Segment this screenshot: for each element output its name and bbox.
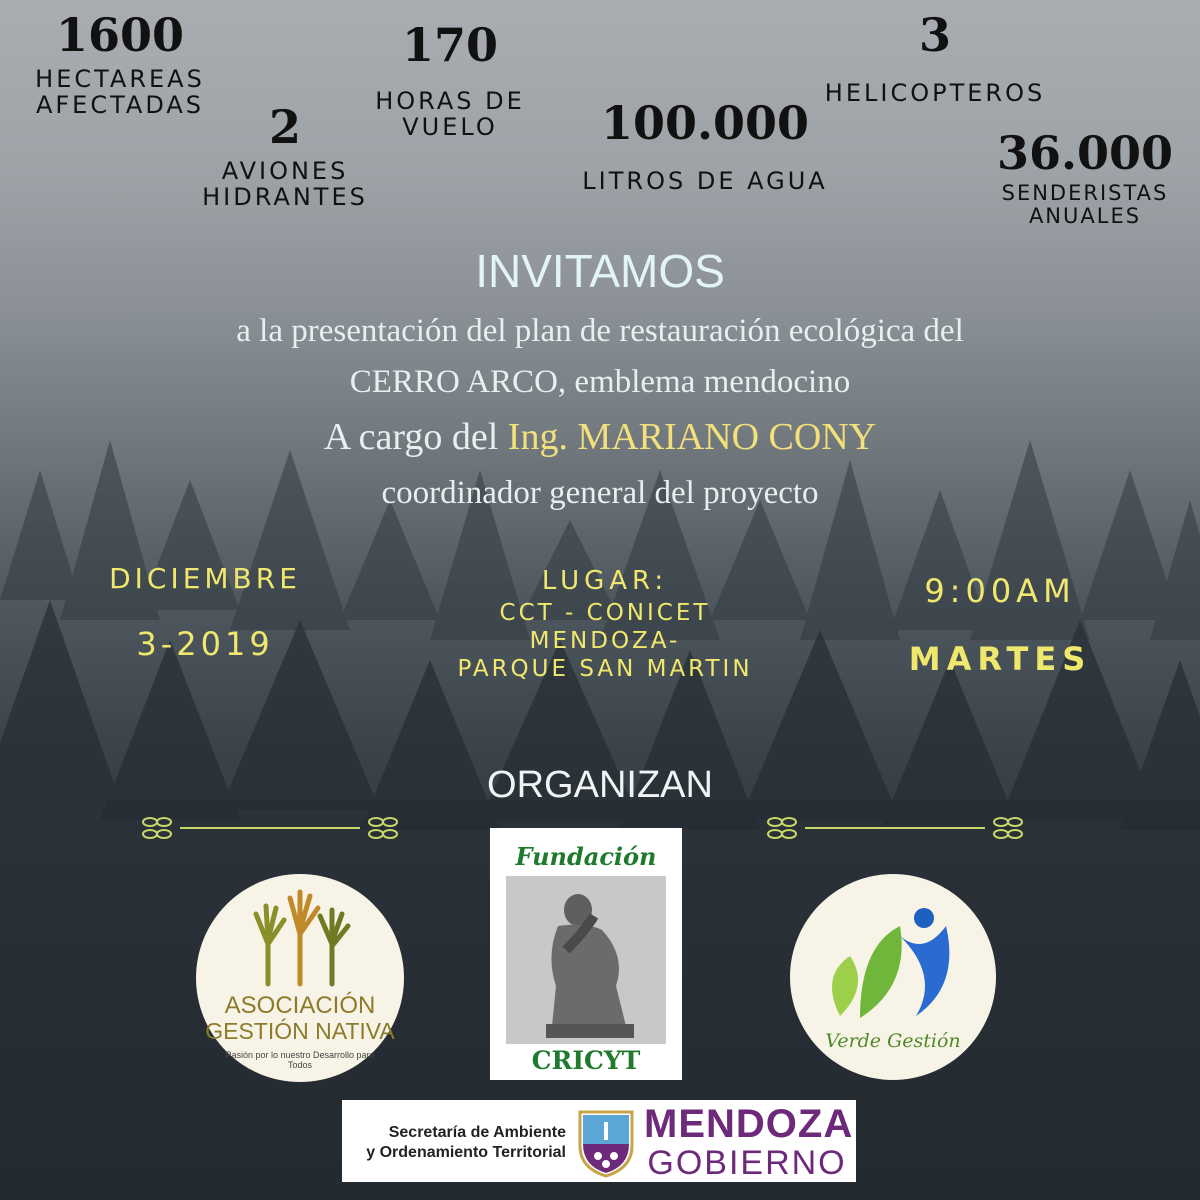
mendoza-shield-icon: [574, 1106, 638, 1178]
invite-line-4: coordinador general del proyecto: [381, 475, 819, 511]
speaker-name: Ing. MARIANO CONY: [507, 416, 877, 458]
invite-title: INVITAMOS: [475, 245, 725, 297]
logo-asociacion-gestion-nativa: [196, 874, 404, 1082]
stat-label: AVIONES: [221, 157, 349, 185]
event-weekday: MARTES: [908, 640, 1092, 678]
stat-label: HORAS DE: [375, 87, 525, 115]
org1-line-1: ASOCIACIÓN: [224, 992, 376, 1019]
secretaria-line-2: y Ordenamiento Territorial: [366, 1144, 566, 1161]
stat-label: HELICOPTEROS: [824, 79, 1046, 107]
logo-verde-gestion: [790, 874, 996, 1080]
government-banner: [342, 1100, 856, 1182]
org2-top: Fundación: [515, 842, 657, 871]
speaker-prefix: A cargo del: [323, 416, 508, 458]
stat-number: 3: [918, 8, 951, 62]
hands-icon: [248, 886, 352, 988]
invite-speaker-line: [0, 415, 1200, 459]
stat-label: SENDERISTAS: [1001, 181, 1169, 205]
stat-horas: [360, 18, 540, 142]
thinker-statue-icon: [506, 876, 666, 1044]
leaf-person-icon: [820, 896, 970, 1026]
event-time: [880, 572, 1120, 678]
mendoza-name-1: MENDOZA: [644, 1102, 854, 1146]
stat-number: 170: [401, 18, 499, 72]
org2-bottom: CRICYT: [531, 1046, 641, 1075]
stat-label: HECTAREAS: [35, 65, 205, 93]
org1-line-2: GESTIÓN NATIVA: [205, 1018, 395, 1044]
stat-label: AFECTADAS: [35, 91, 205, 120]
event-hour: 9:00AM: [924, 572, 1076, 610]
logo-fundacion-cricyt: [490, 828, 682, 1080]
invite-line-2: CERRO ARCO, emblema mendocino: [349, 364, 851, 400]
invite-line-1: a la presentación del plan de restauración ecológica del: [236, 313, 964, 349]
stat-number: 36.000: [996, 126, 1174, 180]
organizers-heading: ORGANIZAN: [487, 764, 713, 806]
stat-label: ANUALES: [1028, 204, 1142, 229]
event-place: [420, 566, 790, 682]
stat-label: HIDRANTES: [202, 183, 368, 212]
stat-litros: [570, 96, 840, 195]
laurel-divider-left-icon: [140, 812, 400, 844]
event-day-year: 3-2019: [136, 625, 274, 663]
place-label: LUGAR:: [541, 566, 669, 596]
mendoza-name-2: GOBIERNO: [647, 1144, 847, 1182]
stat-hectareas: [20, 8, 220, 120]
stat-helicopteros: [820, 8, 1050, 107]
stat-number: 1600: [55, 8, 185, 62]
org3-name: Verde Gestión: [825, 1030, 961, 1052]
stat-number: 2: [268, 100, 301, 154]
place-line-1: CCT - CONICET: [499, 600, 711, 626]
stat-senderistas: [985, 126, 1185, 229]
place-line-3: PARQUE SAN MARTIN: [457, 656, 753, 682]
stat-aviones: [190, 100, 380, 212]
event-month: DICIEMBRE: [109, 562, 301, 595]
laurel-divider-right-icon: [765, 812, 1025, 844]
stat-label: VUELO: [402, 113, 498, 142]
org1-tagline: Pasión por lo nuestro Desarrollo para Todos: [225, 1050, 375, 1070]
place-line-2: MENDOZA-: [529, 628, 681, 654]
stat-number: 100.000: [600, 96, 810, 150]
cricyt-frame: [506, 876, 666, 1044]
secretaria-line-1: Secretaría de Ambiente: [388, 1124, 566, 1141]
stat-label: LITROS DE AGUA: [582, 167, 828, 195]
event-date: [75, 562, 335, 663]
